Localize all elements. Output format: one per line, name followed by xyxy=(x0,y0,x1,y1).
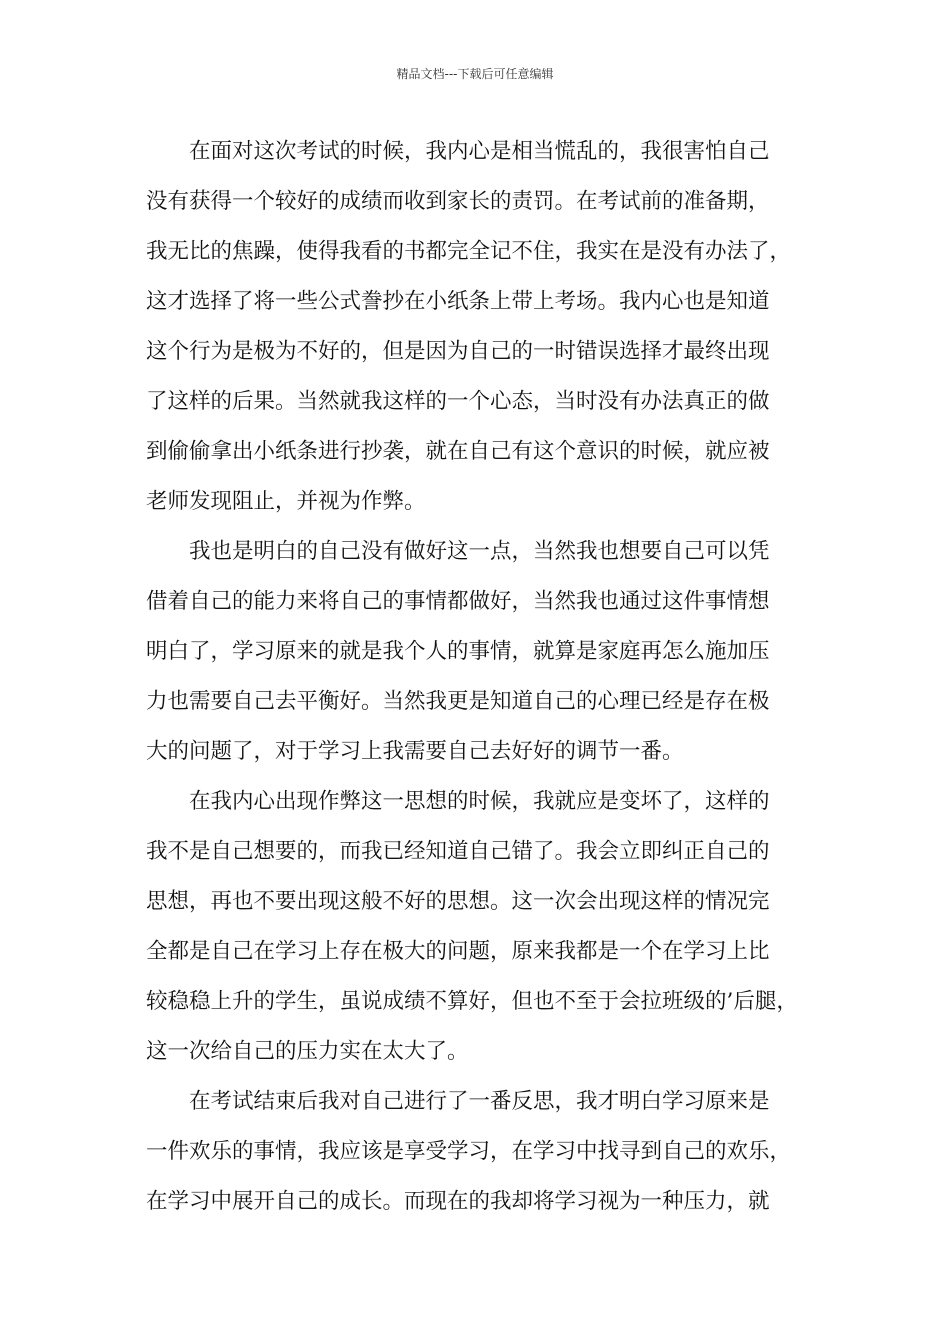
text-line: 这才选择了将一些公式誊抄在小纸条上带上考场。我内心也是知道 xyxy=(146,289,770,314)
text-line: 在考试结束后我对自己进行了一番反思，我才明白学习原来是 xyxy=(189,1089,770,1114)
document-body xyxy=(146,127,826,1227)
text-line: 老师发现阻止，并视为作弊。 xyxy=(146,489,426,514)
text-line: 在面对这次考试的时候，我内心是相当慌乱的，我很害怕自己 xyxy=(189,139,770,164)
paragraph xyxy=(146,127,826,527)
text-line: 借着自己的能力来将自己的事情都做好，当然我也通过这件事情想 xyxy=(146,589,770,614)
paragraph xyxy=(146,527,826,777)
text-line: 力也需要自己去平衡好。当然我更是知道自己的心理已经是存在极 xyxy=(146,689,770,714)
text-line: 一件欢乐的事情，我应该是享受学习，在学习中找寻到自己的欢乐， xyxy=(146,1139,792,1164)
text-line: 大的问题了，对于学习上我需要自己去好好的调节一番。 xyxy=(146,739,684,764)
paragraph xyxy=(146,1077,826,1227)
text-line: 较稳稳上升的学生，虽说成绩不算好，但也不至于会拉班级的’后腿， xyxy=(146,989,798,1014)
text-line: 我也是明白的自己没有做好这一点，当然我也想要自己可以凭 xyxy=(189,539,770,564)
text-line: 了这样的后果。当然就我这样的一个心态，当时没有办法真正的做 xyxy=(146,389,770,414)
page-header: 精品文档---下载后可任意编辑 xyxy=(396,67,554,81)
text-line: 全都是自己在学习上存在极大的问题，原来我都是一个在学习上比 xyxy=(146,939,770,964)
text-line: 在学习中展开自己的成长。而现在的我却将学习视为一种压力，就 xyxy=(146,1189,770,1214)
text-line: 我不是自己想要的，而我已经知道自己错了。我会立即纠正自己的 xyxy=(146,839,770,864)
text-line: 我无比的焦躁，使得我看的书都完全记不住，我实在是没有办法了， xyxy=(146,239,792,264)
text-line: 这个行为是极为不好的，但是因为自己的一时错误选择才最终出现 xyxy=(146,339,770,364)
text-line: 明白了，学习原来的就是我个人的事情，就算是家庭再怎么施加压 xyxy=(146,639,770,664)
text-line: 没有获得一个较好的成绩而收到家长的责罚。在考试前的准备期， xyxy=(146,189,770,214)
text-line: 在我内心出现作弊这一思想的时候，我就应是变坏了，这样的 xyxy=(189,789,770,814)
text-line: 思想，再也不要出现这般不好的思想。这一次会出现这样的情况完 xyxy=(146,889,770,914)
text-line: 这一次给自己的压力实在太大了。 xyxy=(146,1039,469,1064)
text-line: 到偷偷拿出小纸条进行抄袭，就在自己有这个意识的时候，就应被 xyxy=(146,439,770,464)
paragraph xyxy=(146,777,826,1077)
